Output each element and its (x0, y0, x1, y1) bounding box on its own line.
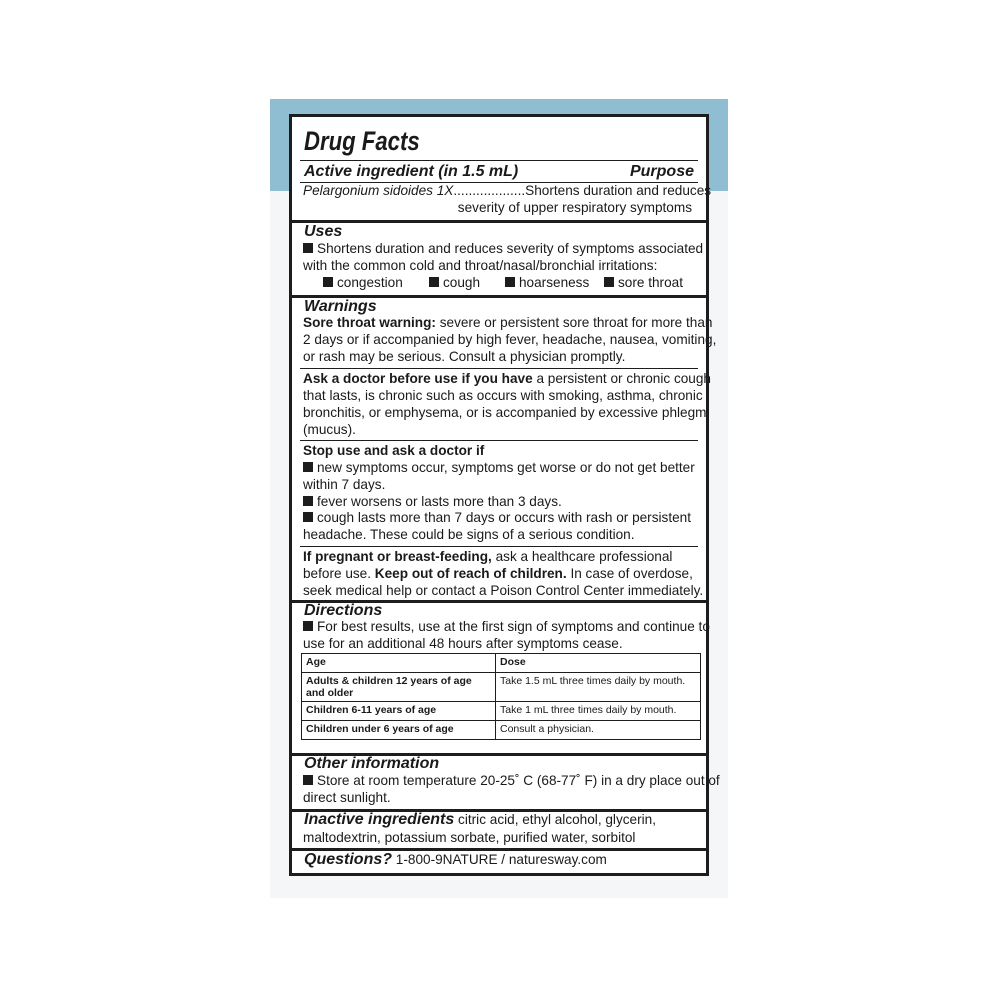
drug-facts-title: Drug Facts (304, 126, 420, 156)
stop-use-item-3b: headache. These could be signs of a serious condition. (303, 527, 635, 542)
uses-item-congestion: congestion (323, 275, 403, 292)
warnings-rule-2 (300, 440, 698, 441)
ask-doctor-line-3: bronchitis, or emphysema, or is accompanied by excessive phlegm (303, 405, 707, 420)
inactive-line-1: Inactive ingredients citric acid, ethyl alcohol, glycerin, (304, 811, 656, 828)
pregnant-line-3: seek medical help or contact a Poison Control Center immediately. (303, 583, 704, 598)
pregnant-line-2: before use. Keep out of reach of children. In case of overdose, (303, 566, 693, 581)
pregnant-line-1: If pregnant or breast-feeding, ask a healthcare professional (303, 549, 673, 564)
stop-use-heading: Stop use and ask a doctor if (303, 443, 485, 458)
uses-item-sore-throat: sore throat (604, 275, 683, 292)
sore-throat-line-3: or rash may be serious. Consult a physician promptly. (303, 349, 626, 364)
dose-cell: Take 1.5 mL three times daily by mouth. (496, 673, 701, 702)
warnings-heading: Warnings (304, 298, 377, 315)
stop-use-item-3a: cough lasts more than 7 days or occurs with rash or persistent (303, 510, 691, 527)
warnings-rule-1 (300, 368, 698, 369)
bullet-icon (303, 462, 313, 472)
sore-throat-line-1: Sore throat warning: severe or persistent sore throat for more than (303, 315, 713, 330)
uses-line-1: Shortens duration and reduces severity of symptoms associated (303, 241, 703, 258)
drug-facts-panel (289, 114, 720, 876)
dose-cell: Consult a physician. (496, 721, 701, 740)
other-info-line-2: direct sunlight. (303, 790, 391, 805)
questions-line: Questions? 1-800-9NATURE / naturesway.com (304, 851, 607, 868)
inactive-heading: Inactive ingredients (304, 811, 455, 828)
dose-cell: Take 1 mL three times daily by mouth. (496, 702, 701, 721)
bullet-icon (604, 277, 614, 287)
bullet-icon (303, 496, 313, 506)
purpose-heading: Purpose (629, 163, 694, 180)
stop-use-item-1a: new symptoms occur, symptoms get worse or do not get better (303, 460, 695, 477)
active-ingredient-heading: Active ingredient (in 1.5 mL) (304, 163, 519, 180)
uses-heading: Uses (304, 223, 343, 240)
questions-heading: Questions? (304, 851, 393, 868)
table-row (302, 721, 701, 740)
inactive-line-2: maltodextrin, potassium sorbate, purified water, sorbitol (303, 830, 636, 845)
age-cell: Children under 6 years of age (302, 721, 496, 740)
ask-doctor-line-2: that lasts, is chronic such as occurs with smoking, asthma, chronic (303, 388, 703, 403)
bullet-icon (303, 775, 313, 785)
purpose-line-1: Shortens duration and reduces (525, 183, 712, 198)
dosage-table (301, 653, 701, 740)
purpose-line-2: severity of upper respiratory symptoms (457, 200, 692, 215)
ask-doctor-line-4: (mucus). (303, 422, 356, 437)
table-row (302, 673, 701, 702)
directions-line-1: For best results, use at the first sign of symptoms and continue to (303, 619, 710, 636)
uses-item-cough: cough (429, 275, 480, 292)
section-rule-uses (292, 220, 706, 223)
table-header-dose: Dose (496, 654, 701, 673)
table-header-age: Age (302, 654, 496, 673)
directions-heading: Directions (304, 602, 383, 619)
directions-line-2: use for an additional 48 hours after symptoms cease. (303, 636, 623, 651)
bullet-icon (303, 512, 313, 522)
bullet-icon (323, 277, 333, 287)
age-cell: Adults & children 12 years of age and older (302, 673, 496, 702)
age-cell: Children 6-11 years of age (302, 702, 496, 721)
bullet-icon (505, 277, 515, 287)
warnings-rule-3 (300, 546, 698, 547)
uses-line-2: with the common cold and throat/nasal/bronchial irritations: (303, 258, 658, 273)
sore-throat-line-2: 2 days or if accompanied by high fever, headache, nausea, vomiting, (303, 332, 717, 347)
other-info-heading: Other information (304, 755, 440, 772)
bullet-icon (303, 243, 313, 253)
ask-doctor-line-1: Ask a doctor before use if you have a persistent or chronic cough (303, 371, 711, 386)
ingredient-name: Pelargonium sidoides 1X (303, 183, 454, 198)
active-ingredient-line (303, 183, 711, 200)
ingredient-dots: ................... (453, 183, 526, 198)
bullet-icon (429, 277, 439, 287)
stop-use-item-1b: within 7 days. (303, 477, 386, 492)
other-info-line-1: Store at room temperature 20-25˚ C (68-77˚ F) in a dry place out of (303, 773, 720, 790)
table-row (302, 702, 701, 721)
uses-item-hoarseness: hoarseness (505, 275, 589, 292)
table-header-row (302, 654, 701, 673)
stop-use-item-2: fever worsens or lasts more than 3 days. (303, 494, 562, 511)
bullet-icon (303, 621, 313, 631)
title-rule (300, 160, 698, 161)
